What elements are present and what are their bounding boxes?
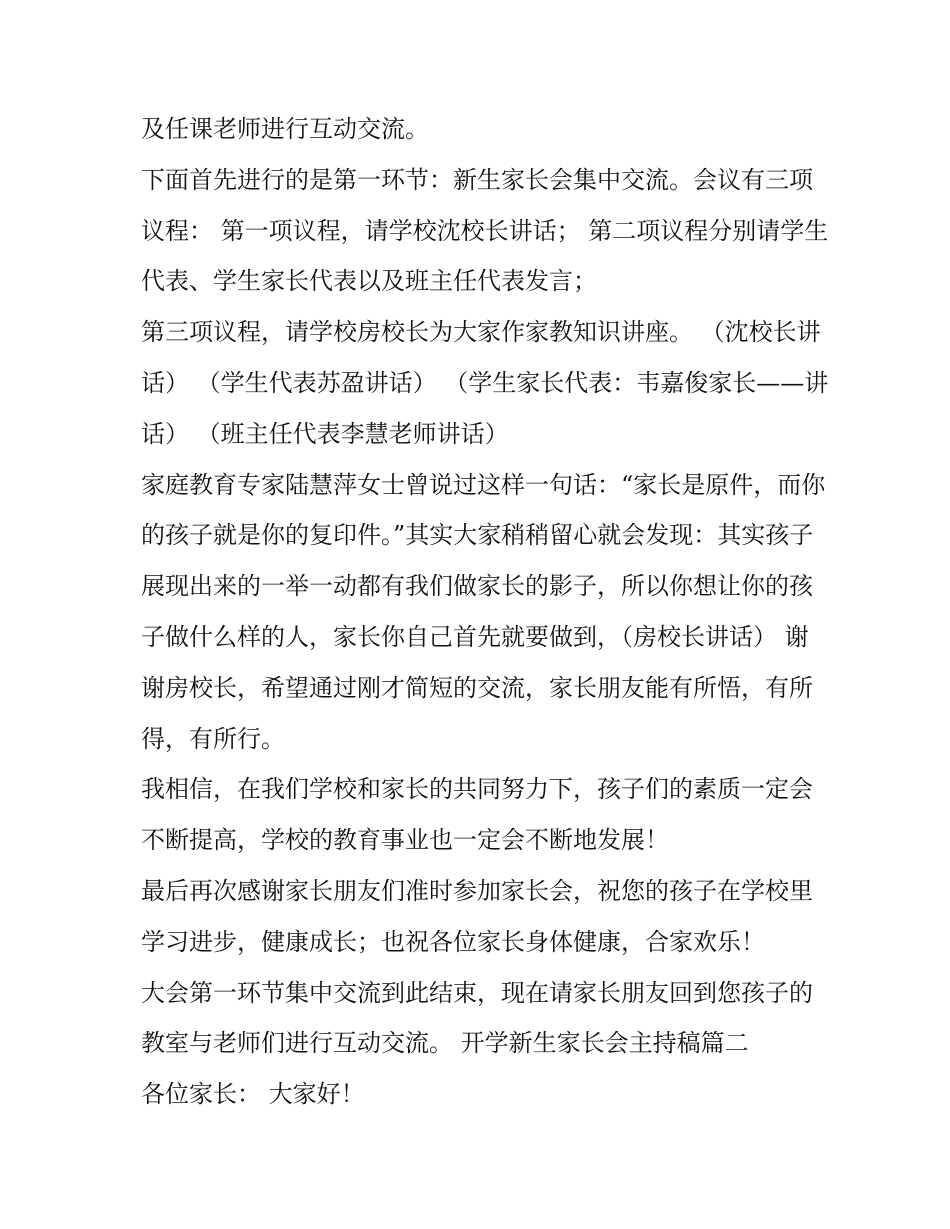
paragraph-6: 最后再次感谢家长朋友们准时参加家长会，祝您的孩子在学校里学习进步，健康成长；也祝各位家长身体健康，合家欢乐！ — [141, 876, 813, 956]
paragraph-4: 家庭教育专家陆慧萍女士曾说过这样一句话：“家长是原件，而你的孩子就是你的复印件。”其实大家稍稍留心就会发现：其实孩子展现出来的一举一动都有我们做家长的影子，所以你想让你的孩子做什么样的人，家长你自己首先就要做到，（房校长讲话） 谢谢房校长，希望通过刚才简短的交流，家长朋友能有所悟，有所得，有所行。 — [141, 470, 826, 753]
paragraph-5: 我相信，在我们学校和家长的共同努力下，孩子们的素质一定会不断提高，学校的教育事业也一定会不断地发展！ — [141, 775, 813, 855]
paragraph-3: 第三项议程，请学校房校长为大家作家教知识讲座。 （沈校长讲话） （学生代表苏盈讲话） （学生家长代表：韦嘉俊家长——讲话） （班主任代表李慧老师讲话） — [141, 318, 829, 448]
paragraph-7: 大会第一环节集中交流到此结束，现在请家长朋友回到您孩子的教室与老师们进行互动交流。 开学新生家长会主持稿篇二 — [141, 978, 813, 1058]
paragraph-2: 下面首先进行的是第一环节：新生家长会集中交流。会议有三项议程： 第一项议程，请学校沈校长讲话； 第二项议程分别请学生代表、学生家长代表以及班主任代表发言； — [141, 165, 829, 296]
paragraph-8: 各位家长： 大家好！ — [141, 1080, 365, 1109]
document-body — [141, 104, 831, 1120]
paragraph-1: 及任课老师进行互动交流。 — [141, 115, 429, 143]
